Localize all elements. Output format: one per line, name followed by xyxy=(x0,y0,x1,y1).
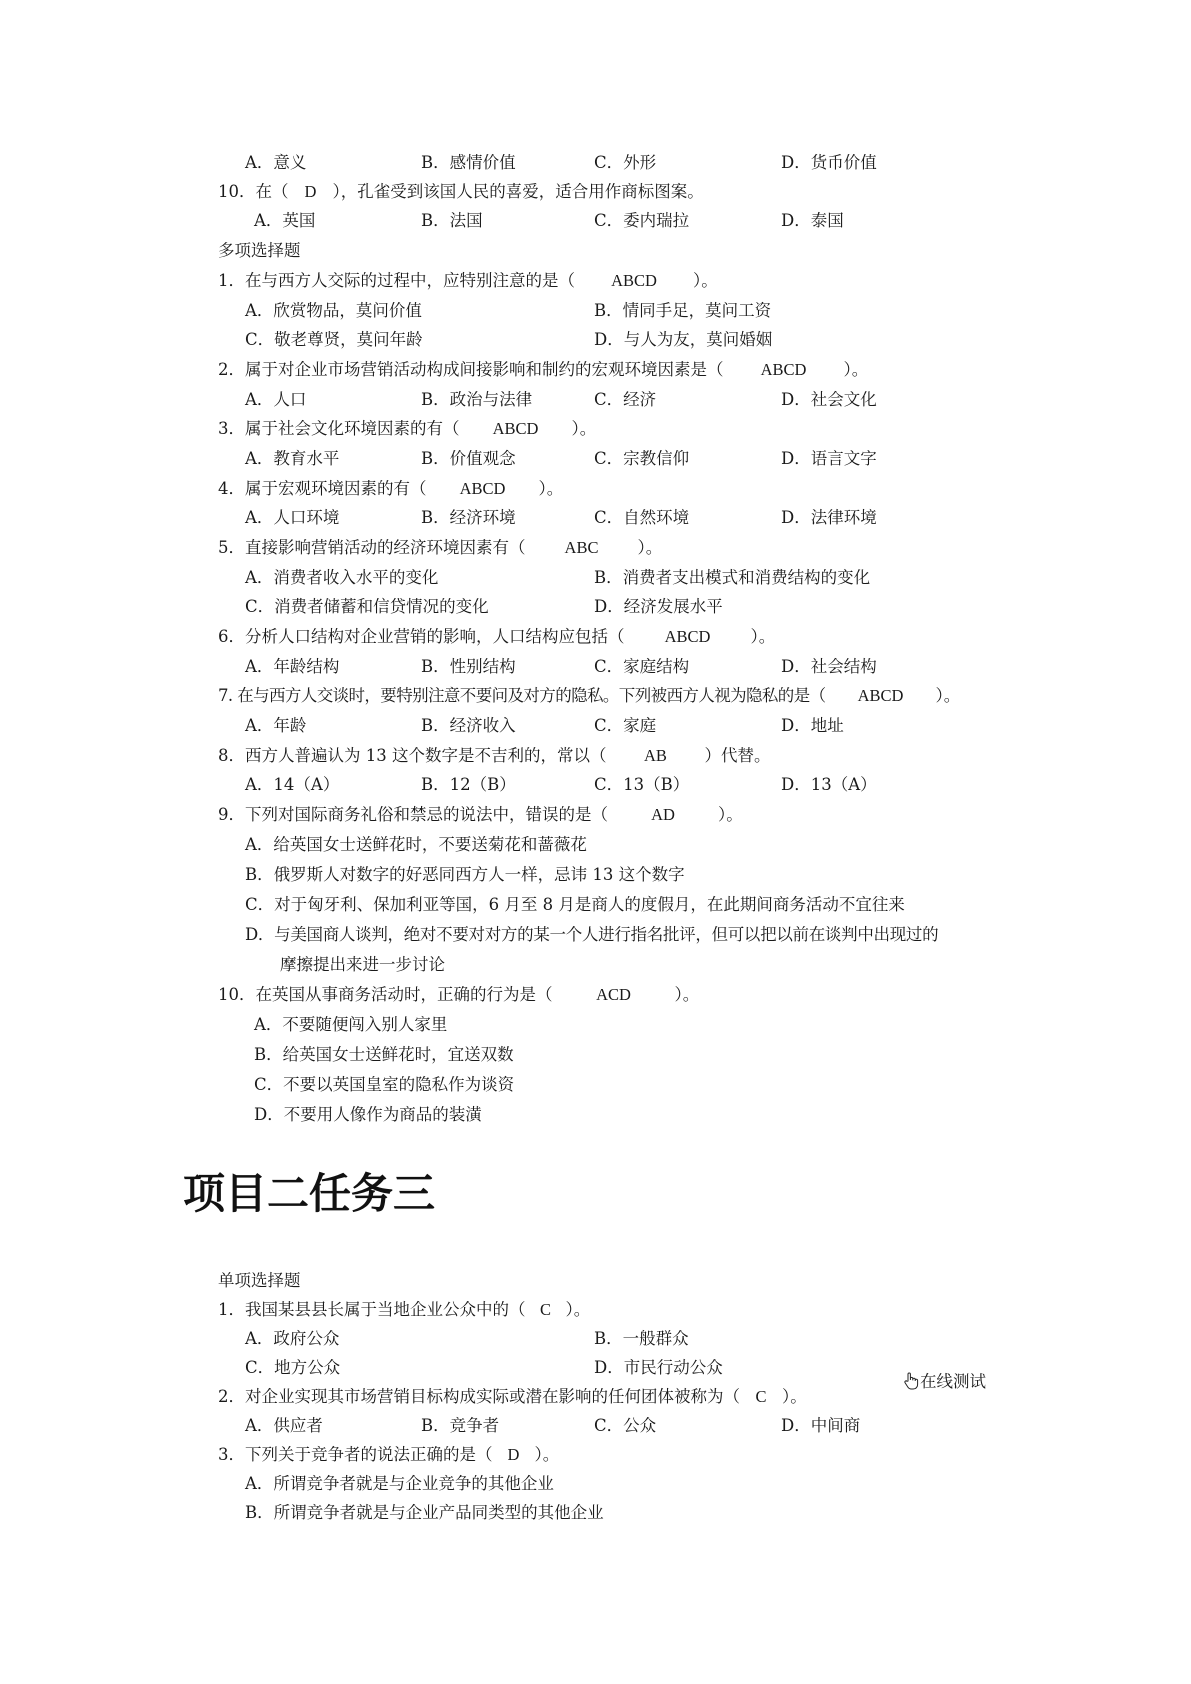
question-text: 5．直接影响营销活动的经济环境因素有（ xyxy=(218,538,526,557)
option-row xyxy=(0,1102,1191,1128)
question-text-end: ）。 xyxy=(674,985,700,1004)
option-a: A．教育水平 xyxy=(245,449,340,468)
option-row xyxy=(0,772,1191,798)
option-d: D．法律环境 xyxy=(781,508,877,527)
answer: ABCD xyxy=(492,419,539,438)
option-row xyxy=(0,565,1191,591)
option-row xyxy=(0,1042,1191,1068)
question-text-end: ）。 xyxy=(637,538,663,557)
question-text: 1．我国某县县长属于当地企业公众中的（ xyxy=(218,1300,526,1319)
option-a: A．欣赏物品，莫问价值 xyxy=(245,301,422,320)
question-text: 1．在与西方人交际的过程中，应特别注意的是（ xyxy=(218,271,575,290)
question-line xyxy=(0,535,1191,561)
option-a: A．不要随便闯入别人家里 xyxy=(254,1015,448,1034)
question-text: 2．对企业实现其市场营销目标构成实际或潜在影响的任何团体被称为（ xyxy=(218,1387,740,1406)
option-b: B．所谓竞争者就是与企业产品同类型的其他企业 xyxy=(245,1503,604,1522)
option-a: A．年龄 xyxy=(245,716,307,735)
option-d: D．13（A） xyxy=(781,775,877,794)
answer: AD xyxy=(651,805,675,824)
question-line xyxy=(0,982,1191,1008)
option-b: B．消费者支出模式和消费结构的变化 xyxy=(594,568,871,587)
answer: C xyxy=(755,1387,767,1406)
answer: ABCD xyxy=(459,479,506,498)
answer: ABCD xyxy=(611,271,657,290)
option-a: A．年龄结构 xyxy=(245,657,340,676)
option-row xyxy=(0,1326,1191,1352)
answer: D xyxy=(304,182,317,201)
option-c: C．公众 xyxy=(594,1416,657,1435)
question-text: 4．属于宏观环境因素的有（ xyxy=(218,479,427,498)
question-line xyxy=(0,683,1191,709)
option-d: D．中间商 xyxy=(781,1416,861,1435)
option-a: A．意义 xyxy=(245,153,307,172)
option-c: C．不要以英国皇室的隐私作为谈资 xyxy=(254,1075,515,1094)
question-text-end: ）。 xyxy=(571,419,597,438)
option-d: D．不要用人像作为商品的装潢 xyxy=(254,1105,482,1124)
question-text-end: ）。 xyxy=(843,360,869,379)
answer: D xyxy=(507,1445,520,1464)
question-text: 6．分析人口结构对企业营销的影响，人口结构应包括（ xyxy=(218,627,625,646)
option-row xyxy=(0,446,1191,472)
option-a: A．所谓竞争者就是与企业竞争的其他企业 xyxy=(245,1474,554,1493)
option-d: D．经济发展水平 xyxy=(594,597,723,616)
question-line xyxy=(0,268,1191,294)
question-text-end: ）代替。 xyxy=(704,746,771,765)
option-a: A．人口 xyxy=(245,390,307,409)
question-text: 2．属于对企业市场营销活动构成间接影响和制约的宏观环境因素是（ xyxy=(218,360,724,379)
question-line xyxy=(0,1442,1191,1468)
question-line xyxy=(0,416,1191,442)
option-c: C．经济 xyxy=(594,390,657,409)
option-row xyxy=(0,832,1191,858)
question-text-end: ）。 xyxy=(782,1387,807,1406)
option-b: B．法国 xyxy=(421,211,483,230)
option-d: D．市民行动公众 xyxy=(594,1358,723,1377)
option-b: B．情同手足，莫问工资 xyxy=(594,301,772,320)
option-c: C．对于匈牙利、保加利亚等国，6 月至 8 月是商人的度假月，在此期间商务活动不宜往来 xyxy=(245,895,905,914)
option-c: C．外形 xyxy=(594,153,657,172)
option-d: D．泰国 xyxy=(781,211,844,230)
section-heading: 项目二任务三 xyxy=(183,1169,436,1218)
option-row xyxy=(0,298,1191,324)
option-c: C．地方公众 xyxy=(245,1358,341,1377)
question-line xyxy=(0,179,1191,205)
option-c: C．宗教信仰 xyxy=(594,449,690,468)
option-row xyxy=(0,387,1191,413)
question-text-end: ）。 xyxy=(718,805,743,824)
option-a: A．14（A） xyxy=(245,775,340,794)
question-line xyxy=(0,476,1191,502)
option-c: C．消费者储蓄和信贷情况的变化 xyxy=(245,597,489,616)
online-test-label: 在线测试 xyxy=(920,1372,986,1391)
question-text: 3．下列关于竞争者的说法正确的是（ xyxy=(218,1445,493,1464)
question-text-end: ）。 xyxy=(565,1300,591,1319)
option-row xyxy=(0,713,1191,739)
option-row xyxy=(0,1413,1191,1439)
question-text: 9．下列对国际商务礼俗和禁忌的说法中，错误的是（ xyxy=(218,805,608,824)
option-b: B．12（B） xyxy=(421,775,516,794)
option-b: B．政治与法律 xyxy=(421,390,533,409)
option-d: D．与美国商人谈判，绝对不要对对方的某一个人进行指名批评，但可以把以前在谈判中出现过的 xyxy=(245,925,939,944)
option-b: B．给英国女士送鲜花时，宜送双数 xyxy=(254,1045,514,1064)
answer: AB xyxy=(644,746,667,765)
section-title: 单项选择题 xyxy=(218,1271,301,1290)
option-row xyxy=(0,1072,1191,1098)
option-row xyxy=(0,150,1191,176)
question-text-end: ）。 xyxy=(538,479,564,498)
option-a: A．政府公众 xyxy=(245,1329,340,1348)
option-d: D．社会文化 xyxy=(781,390,877,409)
answer: ABC xyxy=(564,538,599,557)
option-row xyxy=(0,505,1191,531)
question-line xyxy=(0,1384,1191,1410)
option-row xyxy=(0,1355,1191,1381)
question-text: 10．在（ xyxy=(218,182,289,201)
option-d: D．语言文字 xyxy=(781,449,877,468)
option-b: B．性别结构 xyxy=(421,657,516,676)
option-d: D．与人为友，莫问婚姻 xyxy=(594,330,773,349)
question-line xyxy=(0,624,1191,650)
option-b: B．一般群众 xyxy=(594,1329,689,1348)
option-row xyxy=(0,327,1191,353)
option-row xyxy=(0,1471,1191,1497)
question-line xyxy=(0,743,1191,769)
question-text-end: ）。 xyxy=(935,686,961,705)
question-text-end: ），孔雀受到该国人民的喜爱，适合用作商标图案。 xyxy=(332,182,704,201)
option-a: A．消费者收入水平的变化 xyxy=(245,568,439,587)
option-c: C．13（B） xyxy=(594,775,690,794)
option-a: A．供应者 xyxy=(245,1416,323,1435)
section-title: 多项选择题 xyxy=(218,241,301,260)
option-row xyxy=(0,1500,1191,1526)
question-text: 3．属于社会文化环境因素的有（ xyxy=(218,419,460,438)
answer: ABCD xyxy=(760,360,807,379)
option-c: C．家庭 xyxy=(594,716,657,735)
question-line xyxy=(0,802,1191,828)
option-c: C．自然环境 xyxy=(594,508,690,527)
hand-pointer-icon xyxy=(903,1372,919,1390)
option-b: B．竞争者 xyxy=(421,1416,500,1435)
online-test-link[interactable] xyxy=(903,1369,986,1395)
option-row xyxy=(0,654,1191,680)
option-row xyxy=(0,1012,1191,1038)
option-d-continued: 摩擦提出来进一步讨论 xyxy=(280,955,445,974)
option-row xyxy=(0,862,1191,888)
option-a: A．英国 xyxy=(254,211,316,230)
option-b: B．经济收入 xyxy=(421,716,516,735)
question-text: 10．在英国从事商务活动时，正确的行为是（ xyxy=(218,985,553,1004)
question-text: 7. 在与西方人交谈时，要特别注意不要问及对方的隐私。下列被西方人视为隐私的是（ xyxy=(218,686,826,705)
option-b: B．价值观念 xyxy=(421,449,516,468)
answer: ABCD xyxy=(664,627,711,646)
question-line xyxy=(0,1297,1191,1323)
option-c: C．委内瑞拉 xyxy=(594,211,690,230)
option-row xyxy=(0,208,1191,234)
option-row xyxy=(0,594,1191,620)
question-line xyxy=(0,357,1191,383)
question-text-end: ）。 xyxy=(534,1445,560,1464)
option-row xyxy=(0,922,1191,948)
option-b: B．感情价值 xyxy=(421,153,516,172)
option-d: D．社会结构 xyxy=(781,657,877,676)
option-b: B．俄罗斯人对数字的好恶同西方人一样，忌讳 13 这个数字 xyxy=(245,865,685,884)
option-a: A．给英国女士送鲜花时，不要送菊花和蔷薇花 xyxy=(245,835,587,854)
answer: ABCD xyxy=(857,686,904,705)
option-d: D．地址 xyxy=(781,716,844,735)
option-c: C．敬老尊贤，莫问年龄 xyxy=(245,330,423,349)
option-row xyxy=(0,892,1191,918)
question-text-end: ）。 xyxy=(693,271,718,290)
question-text: 8．西方人普遍认为 13 这个数字是不吉利的，常以（ xyxy=(218,746,607,765)
answer: C xyxy=(539,1300,551,1319)
answer: ACD xyxy=(596,985,631,1004)
option-b: B．经济环境 xyxy=(421,508,516,527)
option-row-continued xyxy=(0,952,1191,978)
option-a: A．人口环境 xyxy=(245,508,340,527)
question-text-end: ）。 xyxy=(750,627,776,646)
option-c: C．家庭结构 xyxy=(594,657,690,676)
option-d: D．货币价值 xyxy=(781,153,877,172)
